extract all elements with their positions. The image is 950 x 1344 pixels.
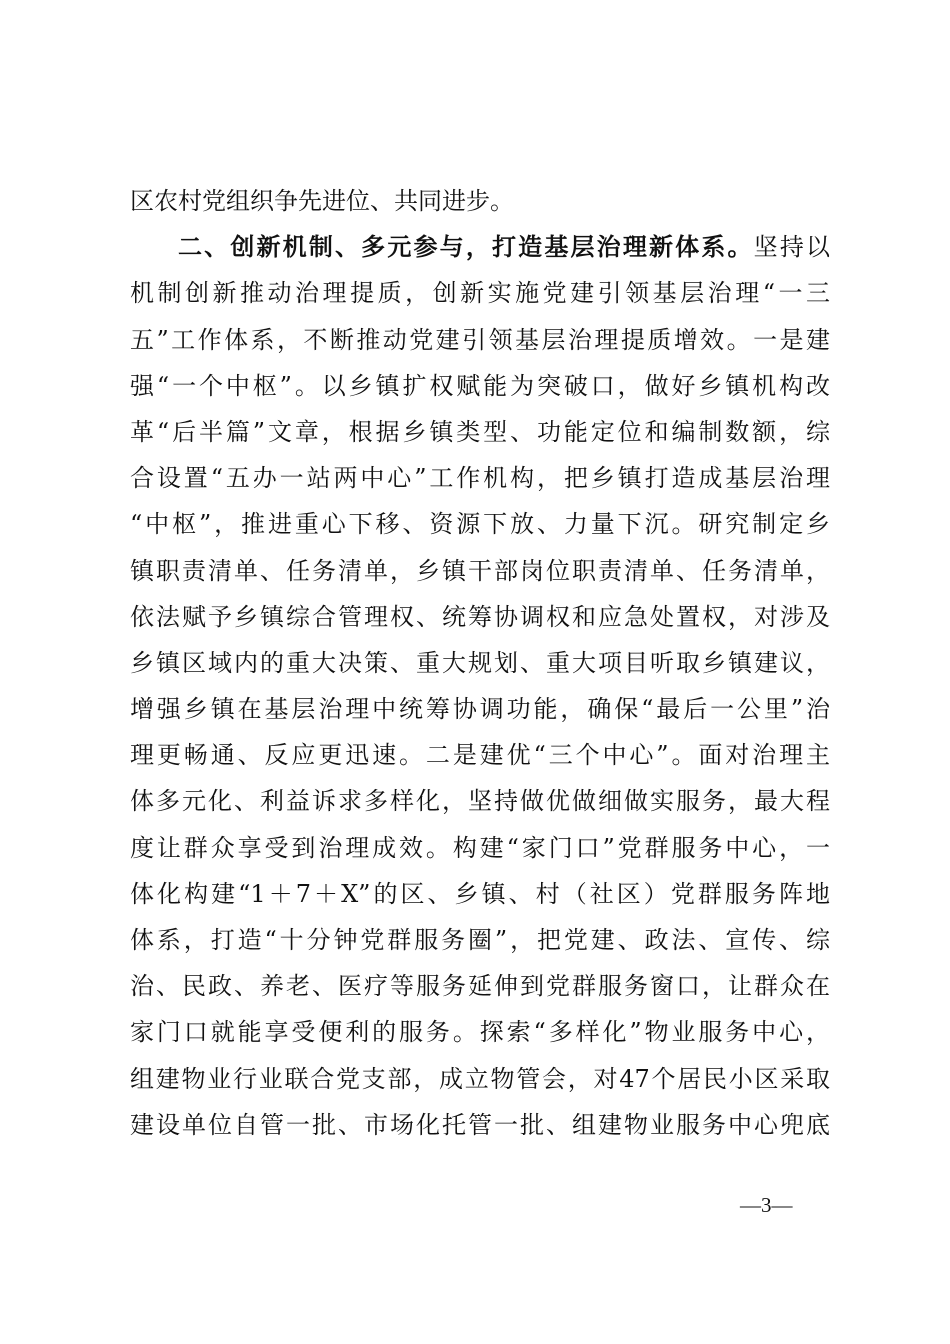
text-fragment: 坚持以 [753,233,831,262]
text-line: 度让群众享受到治理成效。构建“家门口”党群服务中心，一 [130,833,830,862]
text-line: 革“后半篇”文章，根据乡镇类型、功能定位和编制数额，综 [130,417,830,446]
text-line: 乡镇区域内的重大决策、重大规划、重大项目听取乡镇建议， [130,648,830,677]
text-line: 体多元化、利益诉求多样化，坚持做优做细做实服务，最大程 [130,787,830,816]
text-line: 体系，打造“十分钟党群服务圈”，把党建、政法、宣传、综 [130,926,830,954]
section-heading: 二、创新机制、多元参与，打造基层治理新体系。 [178,233,754,262]
text-line: 组建物业行业联合党支部，成立物管会，对47个居民小区采取 [130,1064,830,1093]
text-line: 增强乡镇在基层治理中统筹协调功能，确保“最后一公里”治 [130,695,830,724]
text-line: 五”工作体系，不断推动党建引领基层治理提质增效。一是建 [130,325,830,354]
text-line: 建设单位自管一批、市场化托管一批、组建物业服务中心兜底 [130,1110,830,1139]
text-line: 强“一个中枢”。以乡镇扩权赋能为突破口，做好乡镇机构改 [130,371,830,400]
text-line: 机制创新推动治理提质，创新实施党建引领基层治理“一三 [130,279,830,308]
body-text [130,178,830,1148]
text-line: 体化构建“1＋7＋X”的区、乡镇、村（社区）党群服务阵地 [130,879,830,908]
text-line: 合设置“五办一站两中心”工作机构，把乡镇打造成基层治理 [130,464,830,493]
text-line: 依法赋予乡镇综合管理权、统筹协调权和应急处置权，对涉及 [130,602,830,631]
text-line: 理更畅通、反应更迅速。二是建优“三个中心”。面对治理主 [130,741,830,770]
heading-line [130,224,830,270]
text-line: 镇职责清单、任务清单，乡镇干部岗位职责清单、任务清单， [130,556,830,585]
text-line: 家门口就能享受便利的服务。探索“多样化”物业服务中心， [130,1018,830,1047]
page-number: —3— [740,1193,793,1217]
text-line: 区农村党组织争先进位、共同进步。 [130,187,514,215]
text-line: “中枢”，推进重心下移、资源下放、力量下沉。研究制定乡 [130,510,830,539]
text-line: 治、民政、养老、医疗等服务延伸到党群服务窗口，让群众在 [130,972,830,1001]
